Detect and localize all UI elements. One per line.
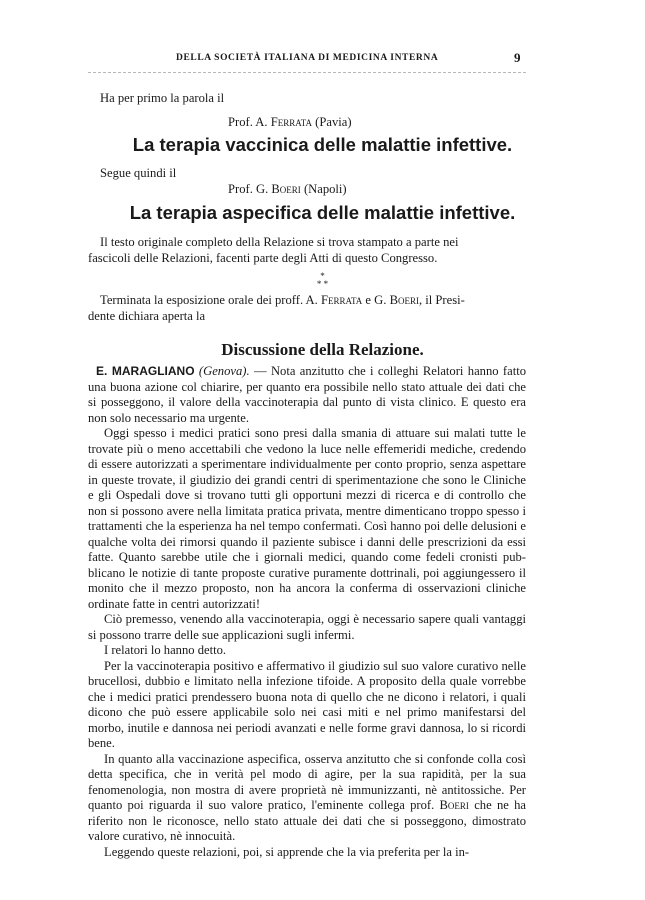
closing-text-b: e G. xyxy=(365,293,387,307)
speaker-name: Ferrata xyxy=(270,115,312,129)
speaker-city: (Pavia) xyxy=(315,115,352,129)
report-title-2: La terapia aspecifica delle malattie infettive. xyxy=(129,202,516,223)
asterism xyxy=(0,272,645,288)
closing-name-2: Boeri xyxy=(389,293,419,307)
discussion-body xyxy=(88,364,526,860)
paragraph-text: — Nota anzitutto che i colleghi Relatori hanno fatto una buona azione col chiarire, per quanto era possibile nello stato attuale dei dati che si posseggono, il valore della vaccinoterapia dal punto di vista clinico. E questo era non solo necessario ma urgente. xyxy=(88,364,526,425)
intro-line-2: Segue quindi il xyxy=(100,166,177,180)
speaker-prefix: Prof. A. xyxy=(228,115,268,129)
discussion-speaker: E. MARAGLIANO xyxy=(96,364,195,378)
paragraph: Leggendo queste relazioni, poi, si apprende che la via preferita per la in- xyxy=(104,844,470,859)
running-head: DELLA SOCIETÀ ITALIANA DI MEDICINA INTERNA xyxy=(176,53,439,63)
paragraph xyxy=(88,364,526,426)
note-line-2: fascicoli delle Relazioni, facenti parte degli Atti di questo Congresso. xyxy=(88,251,438,265)
speaker-line-2 xyxy=(228,181,347,197)
note-line-1: Il testo originale completo della Relazione si trova stampato a parte nei xyxy=(100,235,459,249)
paragraph-text: che ne ha riferito non le riconosce, nello stato attuale dei dati che si posseggono, dimostrato valore curativo, nè innocuità. xyxy=(88,798,527,843)
page-number: 9 xyxy=(514,50,521,65)
paragraph: Per la vaccinoterapia positivo e affermativo il giudizio sul suo valore curativo nelle brucellosi, dubbio e limitato nella infezione tifoide. A proposito della quale vorrebbe che i medici pratici prendessero buona nota di quello che ne dicono i relatori, i quali dicono che può essere applicabile solo nei casi miti e nel primo manifestarsi del morbo, inutile e dannosa nei periodi avanzati e nelle forme gravi dannosa, lo si ricordi bene. xyxy=(88,658,526,750)
closing-text-c: , il Presi- xyxy=(418,293,465,307)
closing-text-a: Terminata la esposizione orale dei proff. A. xyxy=(100,293,318,307)
discussion-heading: Discussione della Relazione. xyxy=(221,340,424,359)
paragraph xyxy=(88,752,526,845)
asterism-bottom: * * xyxy=(316,279,329,289)
header-rule xyxy=(88,72,526,73)
closing-name-1: Ferrata xyxy=(320,293,363,307)
paragraph: Oggi spesso i medici pratici sono presi dalla smania di attuare sui malati tutte le trovate più o meno accettabili che vedono la luce nelle effemeridi mediche, credendo di essere autorizzati a sperimentare individualmente per conto proprio, senza aspettare in queste trovate, il giudizio dei grandi centri di sperimentazione che sono le Cliniche e gli Ospedali dove si trovano tutti gli opportuni mezzi di ricerca e di controllo che non si possono avere nella limitata pratica privata, mentre dimenticano troppo spesso i trattamenti che la esperienza ha nel tempo confermati. Così hanno poi delle delusioni e qualche volta dei rimorsi quando il paziente subisce i danni delle prescrizioni da essi fatte. Quanto sarebbe utile che i giornali medici, quando come fedeli cronisti pubblicano le notizie di tante proposte curative puramente dottrinali, poi aggiungessero il monito che il mezzo proposto, non ha ancora la conferma di osservazioni cliniche ordinate fatte in centri autorizzati! xyxy=(88,426,526,611)
discussion-speaker-city: (Genova). xyxy=(198,364,250,378)
speaker-prefix: Prof. G. xyxy=(228,182,269,196)
paragraph: I relatori lo hanno detto. xyxy=(104,643,227,657)
speaker-line-1 xyxy=(228,114,352,130)
asterism-top: * xyxy=(320,271,325,281)
speaker-city: (Napoli) xyxy=(303,182,347,196)
paragraph-name: Boeri xyxy=(439,798,469,812)
closing-line-2: dente dichiara aperta la xyxy=(88,309,206,323)
closing-line-1 xyxy=(100,292,465,308)
report-title-1: La terapia vaccinica delle malattie infettive. xyxy=(132,134,513,155)
intro-line-1: Ha per primo la parola il xyxy=(100,91,225,105)
paragraph-text: In quanto alla vaccinazione aspecifica, osserva anzitutto che si confonde colla così detta specifica, che in verità pel modo di agire, per la sua rapidità, per la sua fenomenologia, non mostra di avere proprietà nè immunizzanti, nè antitossiche. Per quanto poi riguarda il suo valore pratico, l'eminente collega prof. xyxy=(88,751,526,812)
speaker-name: Boeri xyxy=(271,182,301,196)
paragraph: Ciò premesso, venendo alla vaccinoterapia, oggi è necessario sapere quali vantaggi si possono trarre delle sue applicazioni sugli infermi. xyxy=(88,612,526,642)
